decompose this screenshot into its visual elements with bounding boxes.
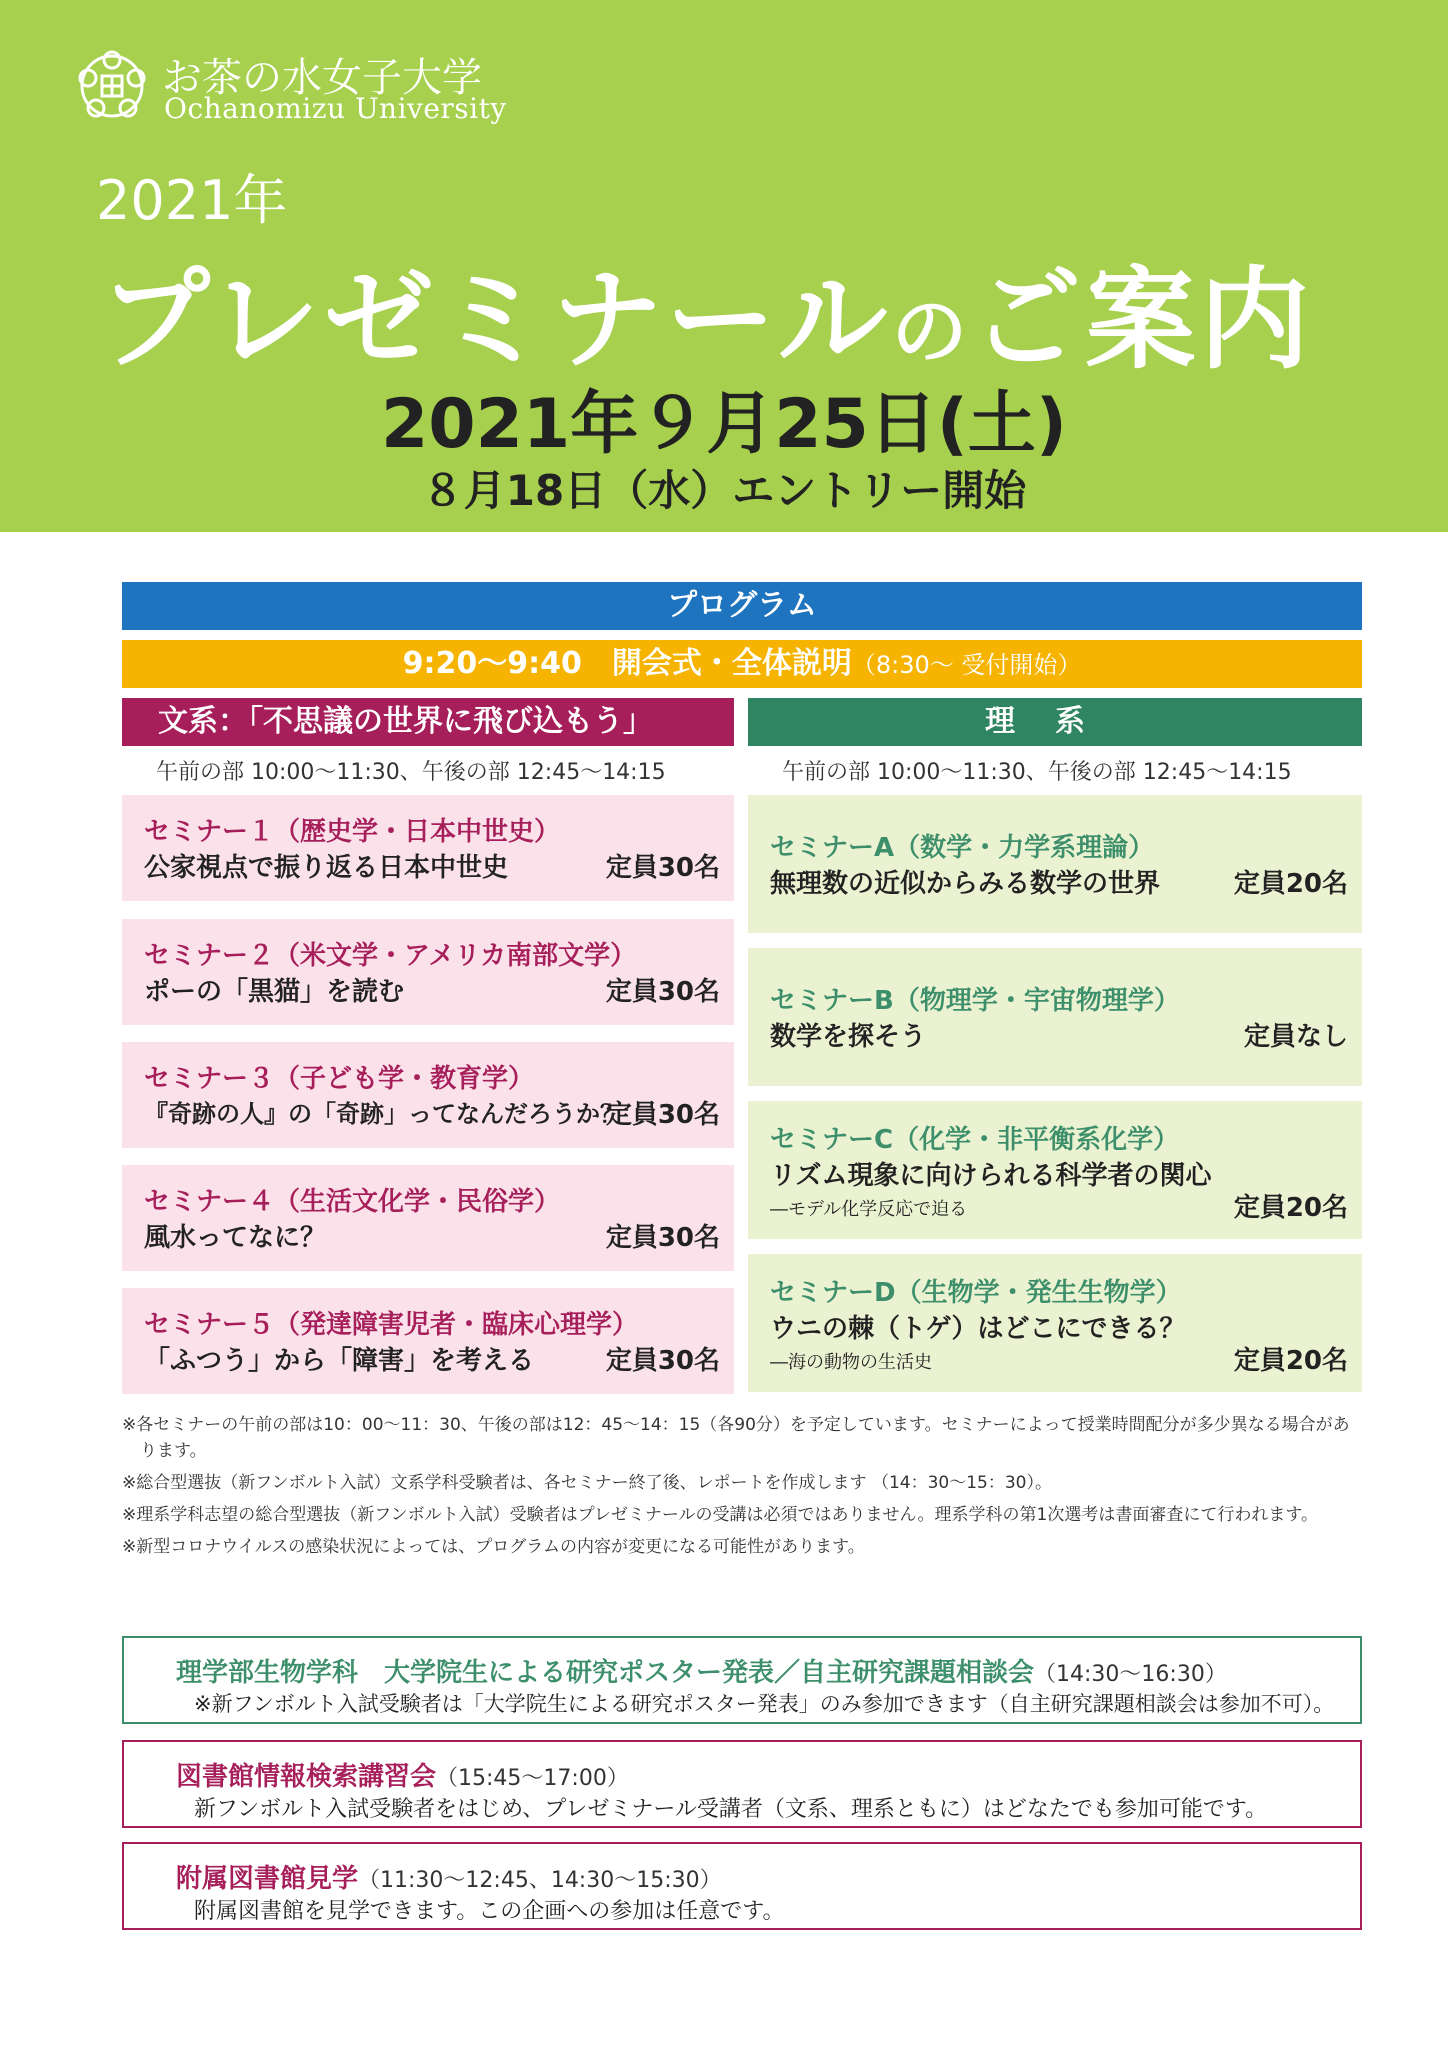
- event-box-library-search: [122, 1740, 1362, 1828]
- rikei-heading: 理系: [748, 698, 1362, 746]
- seminar-title: セミナーA（数学・力学系理論）: [770, 833, 1155, 863]
- event-box-library-tour: [122, 1842, 1362, 1930]
- seminar-title: セミナー２（米文学・アメリカ南部文学）: [144, 941, 637, 971]
- logo-japanese: お茶の水女子大学: [162, 55, 482, 101]
- page-title: [100, 232, 1313, 390]
- event-time: （11:30〜12:45、14:30〜15:30）: [358, 1868, 722, 1893]
- seminar-card-3: [122, 1042, 734, 1148]
- seminar-title: セミナー５（発達障害児者・臨床心理学）: [144, 1310, 639, 1340]
- seminar-subject: ウニの棘（トゲ）はどこにできる？: [770, 1314, 1186, 1344]
- seminar-subject: 公家視点で振り返る日本中世史: [144, 853, 509, 883]
- seminar-note: ―海の動物の生活史: [770, 1352, 932, 1373]
- seminar-subject: 「ふつう」から「障害」を考える: [144, 1346, 535, 1376]
- event-title: [176, 1858, 722, 1895]
- header-banner: [0, 0, 1448, 532]
- seminar-capacity: 定員20名: [1233, 1346, 1348, 1376]
- seminar-subject: 風水ってなに？: [144, 1223, 327, 1253]
- seminar-card-2: [122, 919, 734, 1025]
- title-main: プレゼミナール: [100, 256, 892, 384]
- event-title-text: 理学部生物学科 大学院生による研究ポスター発表／自主研究課題相談会: [176, 1658, 1035, 1688]
- seminar-title: セミナー３（子ども学・教育学）: [144, 1064, 535, 1094]
- entry-start: ８月18日（水）エントリー開始: [421, 466, 1027, 515]
- seminar-subject: ポーの「黒猫」を読む: [144, 977, 405, 1007]
- event-time: （14:30〜16:30）: [1034, 1662, 1227, 1687]
- event-date: 2021年９月25日(土): [380, 385, 1068, 464]
- notes: [122, 1412, 1362, 1566]
- title-no: の: [891, 287, 972, 376]
- note-item: ※各セミナーの午前の部は10：00〜11：30、午後の部は12：45〜14：15（各90分）を予定しています。セミナーによって授業時間配分が多少異なる場合があります。: [122, 1415, 1350, 1461]
- opening-sub: （8:30〜 受付開始）: [851, 651, 1082, 679]
- seminar-card-a: [748, 795, 1362, 933]
- seminar-capacity: 定員30名: [605, 1100, 720, 1130]
- seminar-capacity: 定員30名: [605, 853, 720, 883]
- program-bar: プログラム: [122, 582, 1362, 630]
- opening-main: 9:20〜9:40 開会式・全体説明: [402, 646, 852, 681]
- seminar-capacity: 定員20名: [1233, 869, 1348, 899]
- seminar-subject: 数学を探そう: [770, 1022, 927, 1052]
- year-label: 2021年: [96, 169, 288, 232]
- event-desc: ※新フンボルト入試受験者は「大学院生による研究ポスター発表」のみ参加できます（自主研究課題相談会は参加不可）。: [194, 1692, 1335, 1716]
- seminar-card-c: [748, 1101, 1362, 1239]
- seminar-capacity: 定員なし: [1243, 1022, 1348, 1052]
- title-end: ご案内: [971, 256, 1314, 384]
- opening-bar: [122, 640, 1362, 688]
- seminar-title: セミナーD（生物学・発生生物学）: [770, 1278, 1182, 1308]
- note-item: ※総合型選抜（新フンボルト入試）文系学科受験者は、各セミナー終了後、レポートを作成します （14：30〜15：30）。: [122, 1473, 1052, 1493]
- note-item: ※理系学科志望の総合型選抜（新フンボルト入試）受験者はプレゼミナールの受講は必須ではありません。理系学科の第1次選考は書面審査にて行われます。: [122, 1505, 1319, 1525]
- university-crest-icon: [74, 48, 150, 124]
- seminar-subject: 無理数の近似からみる数学の世界: [770, 869, 1161, 899]
- event-title-text: 図書館情報検索講習会: [176, 1762, 437, 1792]
- event-box-poster: [122, 1636, 1362, 1724]
- event-time: （15:45〜17:00）: [436, 1766, 629, 1791]
- bunkei-heading: 文系：「不思議の世界に飛び込もう」: [122, 698, 734, 746]
- logo-english: Ochanomizu University: [164, 92, 507, 125]
- seminar-card-4: [122, 1165, 734, 1271]
- note-item: ※新型コロナウイルスの感染状況によっては、プログラムの内容が変更になる可能性があります。: [122, 1537, 865, 1557]
- seminar-card-1: [122, 795, 734, 901]
- seminar-card-b: [748, 948, 1362, 1086]
- seminar-capacity: 定員30名: [605, 977, 720, 1007]
- event-desc: 附属図書館を見学できます。この企画への参加は任意です。: [194, 1899, 785, 1924]
- seminar-title: セミナー１（歴史学・日本中世史）: [144, 817, 561, 847]
- event-title: [176, 1652, 1227, 1689]
- seminar-title: セミナーC（化学・非平衡系化学）: [770, 1125, 1180, 1155]
- seminar-subject: 『奇跡の人』の「奇跡」ってなんだろうか？: [144, 1100, 624, 1128]
- seminar-note: ―モデル化学反応で迫る: [770, 1199, 968, 1220]
- rikei-times: 午前の部 10:00〜11:30、午後の部 12:45〜14:15: [782, 760, 1292, 785]
- university-logo: [74, 44, 507, 128]
- seminar-capacity: 定員30名: [605, 1223, 720, 1253]
- seminar-card-d: [748, 1254, 1362, 1392]
- event-desc: 新フンボルト入試受験者をはじめ、プレゼミナール受講者（文系、理系ともに）はどなたでも参加可能です。: [194, 1797, 1268, 1822]
- seminar-card-5: [122, 1288, 734, 1394]
- event-title: [176, 1756, 629, 1793]
- seminar-subject: リズム現象に向けられる科学者の関心: [770, 1161, 1212, 1191]
- seminar-title: セミナー４（生活文化学・民俗学）: [144, 1187, 561, 1217]
- seminar-capacity: 定員30名: [605, 1346, 720, 1376]
- seminar-capacity: 定員20名: [1233, 1193, 1348, 1223]
- seminar-title: セミナーB（物理学・宇宙物理学）: [770, 986, 1180, 1016]
- event-title-text: 附属図書館見学: [176, 1864, 359, 1894]
- bunkei-times: 午前の部 10:00〜11:30、午後の部 12:45〜14:15: [156, 760, 666, 785]
